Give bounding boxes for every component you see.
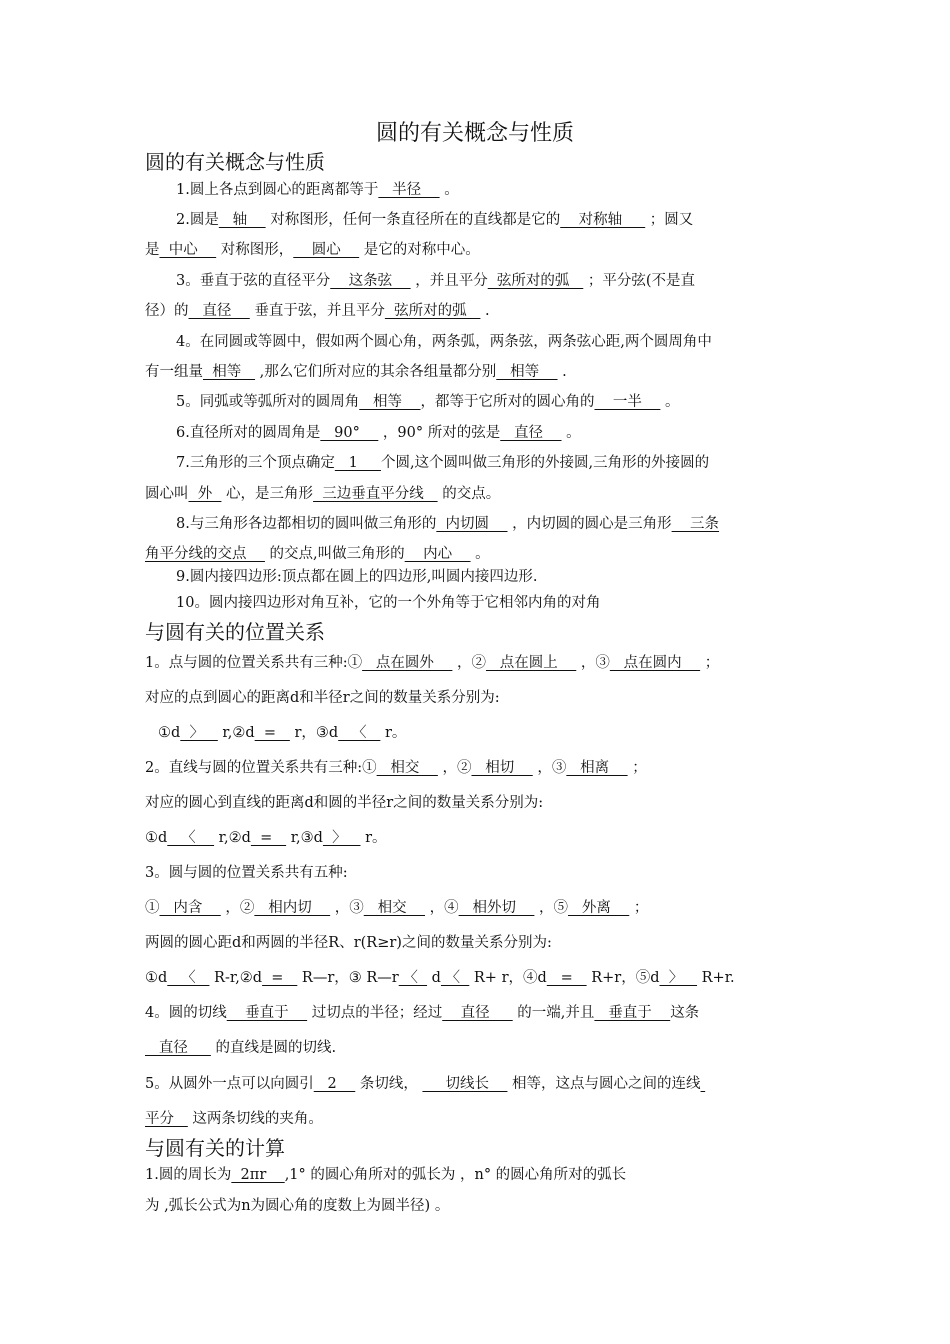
line-text: 相等，这点与圆心之间的连线 <box>507 1076 701 1092</box>
answer-blank: 点在圆内 <box>609 655 701 671</box>
answer-blank: 圆心 <box>293 242 360 258</box>
text-line <box>145 301 490 321</box>
line-text: ①d <box>145 970 168 986</box>
answer-blank: 角平分线的交点 <box>145 546 265 562</box>
line-text: ，④ <box>425 900 459 916</box>
answer-blank: 轴 <box>218 212 266 228</box>
line-text: 两圆的圆心距d和两圆的半径R、r(R≥r)之间的数量关系分别为: <box>145 935 552 951</box>
answer-blank: 〉 <box>659 970 698 986</box>
line-text: 1。点与圆的位置关系共有三种:① <box>145 655 363 671</box>
answer-blank: 一半 <box>594 394 661 410</box>
line-text: 径）的 <box>145 303 189 319</box>
line-text: 7.三角形的三个顶点确定 <box>176 455 335 471</box>
line-text: 条切线， <box>355 1076 423 1092</box>
line-text: r,②d <box>217 725 255 741</box>
text-line <box>176 210 693 230</box>
text-line <box>145 793 543 813</box>
text-line <box>145 933 552 953</box>
text-line <box>176 423 581 443</box>
answer-blank: 〉 <box>180 725 218 741</box>
line-text: d <box>427 970 441 986</box>
line-text: 个圆,这个圆叫做三角形的外接圆,三角形的外接圆的 <box>380 455 710 471</box>
line-text: 对称图形， <box>216 242 294 258</box>
text-line <box>176 332 712 352</box>
text-line <box>145 758 647 778</box>
page-title: 圆的有关概念与性质 <box>375 121 574 146</box>
answer-blank: 2πr <box>231 1167 285 1183</box>
text-line <box>145 544 490 564</box>
line-text: 1.圆上各点到圆心的距离都等于 <box>176 182 379 198</box>
line-text: ，② <box>437 760 472 776</box>
line-text: ，内切圆的圆心是三角形 <box>507 516 672 532</box>
answer-blank: = <box>546 970 587 986</box>
line-text: ； <box>700 655 720 671</box>
text-line <box>158 723 406 743</box>
line-text: 。 <box>561 425 581 441</box>
line-text: 4。圆的切线 <box>145 1005 227 1021</box>
text-line <box>145 1165 626 1185</box>
line-text: ，③ <box>330 900 364 916</box>
line-text: ，② <box>452 655 486 671</box>
line-text: ； <box>629 900 649 916</box>
line-text: 有一组量 <box>145 364 203 380</box>
answer-blank: 对称轴 <box>560 212 646 228</box>
line-text: ，并且平分 <box>410 273 488 289</box>
line-text: r,③d <box>286 830 323 846</box>
line-text: R+r. <box>697 970 735 986</box>
text-line <box>176 453 709 473</box>
line-text: R+ r，④d <box>469 970 547 986</box>
text-line <box>176 514 719 534</box>
line-text: 8.与三角形各边都相切的圆叫做三角形的 <box>176 516 437 532</box>
answer-blank: 弦所对的弧 <box>384 303 481 319</box>
section-heading-concepts: 圆的有关概念与性质 <box>145 150 325 174</box>
text-line <box>145 898 648 918</box>
answer-blank: 垂直于 <box>594 1005 671 1021</box>
text-line <box>176 567 537 587</box>
answer-blank: 三边垂直平分线 <box>313 486 438 502</box>
answer-blank: 切线长 <box>422 1076 508 1092</box>
answer-blank: 相切 <box>471 760 533 776</box>
text-line <box>176 271 695 291</box>
line-text: ①d <box>145 830 168 846</box>
answer-blank: 直径 <box>442 1005 513 1021</box>
answer-blank <box>701 1076 706 1092</box>
line-text: R-r,②d <box>209 970 263 986</box>
line-text: r。 <box>360 830 387 846</box>
text-line <box>145 1038 336 1058</box>
text-line <box>145 968 735 988</box>
answer-blank: 相交 <box>363 900 426 916</box>
line-text: 的一端,并且 <box>512 1005 595 1021</box>
answer-blank: 2 <box>313 1076 356 1092</box>
answer-blank: 相等 <box>203 364 256 380</box>
line-text: 2.圆是 <box>176 212 219 228</box>
line-text: 的交点。 <box>437 486 501 502</box>
answer-blank: = <box>254 725 290 741</box>
answer-blank: 相等 <box>359 394 421 410</box>
line-text: r,②d <box>214 830 251 846</box>
answer-blank: 内切圆 <box>436 516 508 532</box>
line-text: 这两条切线的夹角。 <box>187 1111 323 1127</box>
section-heading-calculation: 与圆有关的计算 <box>145 1136 285 1160</box>
answer-blank: 外离 <box>568 900 630 916</box>
answer-blank: 点在圆外 <box>362 655 453 671</box>
line-text: r，③d <box>289 725 339 741</box>
answer-blank: 平分 <box>145 1111 188 1127</box>
line-text: 对称图形，任何一条直径所在的直线都是它的 <box>265 212 561 228</box>
line-text: 4。在同圆或等圆中，假如两个圆心角，两条弧，两条弦，两条弦心距,两个圆周角中 <box>176 334 712 350</box>
text-line <box>145 1109 323 1129</box>
text-line <box>145 688 500 708</box>
answer-blank: 中心 <box>159 242 217 258</box>
text-line <box>145 863 348 883</box>
line-text: ,那么它们所对应的其余各组量都分别 <box>255 364 497 380</box>
answer-blank: 〈 <box>167 830 215 846</box>
line-text: 10。圆内接四边形对角互补，它的一个外角等于它相邻内角的对角 <box>176 595 601 611</box>
line-text: 5。同弧或等弧所对的圆周角 <box>176 394 360 410</box>
answer-blank: 相外切 <box>458 900 535 916</box>
answer-blank: 直径 <box>188 303 250 319</box>
text-line <box>145 1074 705 1094</box>
line-text: ①d <box>158 725 181 741</box>
line-text: ；圆又 <box>645 212 694 228</box>
line-text: 这条 <box>670 1005 700 1021</box>
answer-blank: 内心 <box>404 546 471 562</box>
section-heading-positions: 与圆有关的位置关系 <box>145 620 325 644</box>
line-text: 。 <box>470 546 490 562</box>
answer-blank: 垂直于 <box>226 1005 308 1021</box>
answer-blank: 三条 <box>671 516 720 532</box>
answer-blank: 相交 <box>376 760 438 776</box>
answer-blank: 直径 <box>145 1040 211 1056</box>
line-text: 9.圆内接四边形:顶点都在圆上的四边形,叫圆内接四边形. <box>176 569 538 585</box>
answer-blank: 外 <box>188 486 222 502</box>
answer-blank: = <box>262 970 298 986</box>
answer-blank: 相等 <box>496 364 558 380</box>
line-text: 圆心叫 <box>145 486 189 502</box>
answer-blank: 90° <box>320 425 379 441</box>
line-text: R+r，⑤d <box>586 970 660 986</box>
line-text: 2。直线与圆的位置关系共有三种:① <box>145 760 377 776</box>
line-text: ，③ <box>532 760 567 776</box>
text-line <box>176 392 679 412</box>
line-text: ,1° 的圆心角所对的弧长为 ，n° 的圆心角所对的弧长 <box>284 1167 627 1183</box>
answer-blank: 弦所对的弧 <box>487 273 584 289</box>
line-text: 5。从圆外一点可以向圆引 <box>145 1076 314 1092</box>
line-text: ，⑤ <box>534 900 568 916</box>
line-text: 6.直径所对的圆周角是 <box>176 425 321 441</box>
line-text: ，③ <box>576 655 610 671</box>
answer-blank: 相离 <box>566 760 628 776</box>
text-line <box>145 1196 449 1216</box>
line-text: ；平分弦(不是直 <box>583 273 696 289</box>
line-text: . <box>480 303 490 319</box>
text-line <box>145 484 500 504</box>
answer-blank: 1 <box>334 455 381 471</box>
answer-blank: 这条弦 <box>330 273 411 289</box>
line-text: 过切点的半径；经过 <box>307 1005 443 1021</box>
line-text: 3。垂直于弦的直径平分 <box>176 273 331 289</box>
line-text: 。 <box>439 182 459 198</box>
line-text: 对应的圆心到直线的距离d和圆的半径r之间的数量关系分别为: <box>145 795 544 811</box>
text-line <box>145 1003 699 1023</box>
line-text: R—r，③ R—r <box>297 970 399 986</box>
line-text: ，90° 所对的弦是 <box>378 425 501 441</box>
line-text: 心，是三角形 <box>221 486 314 502</box>
text-line <box>176 593 600 613</box>
answer-blank: 直径 <box>500 425 562 441</box>
line-text: ① <box>145 900 160 916</box>
line-text: 是 <box>145 242 160 258</box>
answer-blank: 〈 <box>338 725 381 741</box>
line-text: 。 <box>660 394 680 410</box>
line-text: 3。圆与圆的位置关系共有五种: <box>145 865 348 881</box>
line-text: 为 ,弧长公式为n为圆心角的度数上为圆半径) 。 <box>145 1198 450 1214</box>
answer-blank: 〈 <box>167 970 210 986</box>
answer-blank: 半径 <box>378 182 440 198</box>
answer-blank: 内含 <box>159 900 221 916</box>
text-line <box>145 828 387 848</box>
answer-blank: 点在圆上 <box>485 655 577 671</box>
text-line <box>176 180 459 200</box>
line-text: 对应的点到圆心的距离d和半径r之间的数量关系分别为: <box>145 690 500 706</box>
answer-blank: 〈 <box>398 970 428 986</box>
answer-blank: 〈 <box>440 970 470 986</box>
line-text: 1.圆的周长为 <box>145 1167 232 1183</box>
line-text: . <box>557 364 567 380</box>
answer-blank: = <box>250 830 287 846</box>
text-line <box>145 653 719 673</box>
line-text: ，都等于它所对的圆心角的 <box>420 394 595 410</box>
line-text: 垂直于弦，并且平分 <box>249 303 385 319</box>
line-text: ，② <box>220 900 255 916</box>
answer-blank: 〉 <box>322 830 361 846</box>
answer-blank: 相内切 <box>254 900 331 916</box>
line-text: 是它的对称中心。 <box>359 242 480 258</box>
line-text: ； <box>627 760 647 776</box>
line-text: 的直线是圆的切线. <box>210 1040 337 1056</box>
line-text: r。 <box>380 725 407 741</box>
text-line <box>145 240 480 260</box>
line-text: 的交点,叫做三角形的 <box>264 546 405 562</box>
text-line <box>145 362 567 382</box>
